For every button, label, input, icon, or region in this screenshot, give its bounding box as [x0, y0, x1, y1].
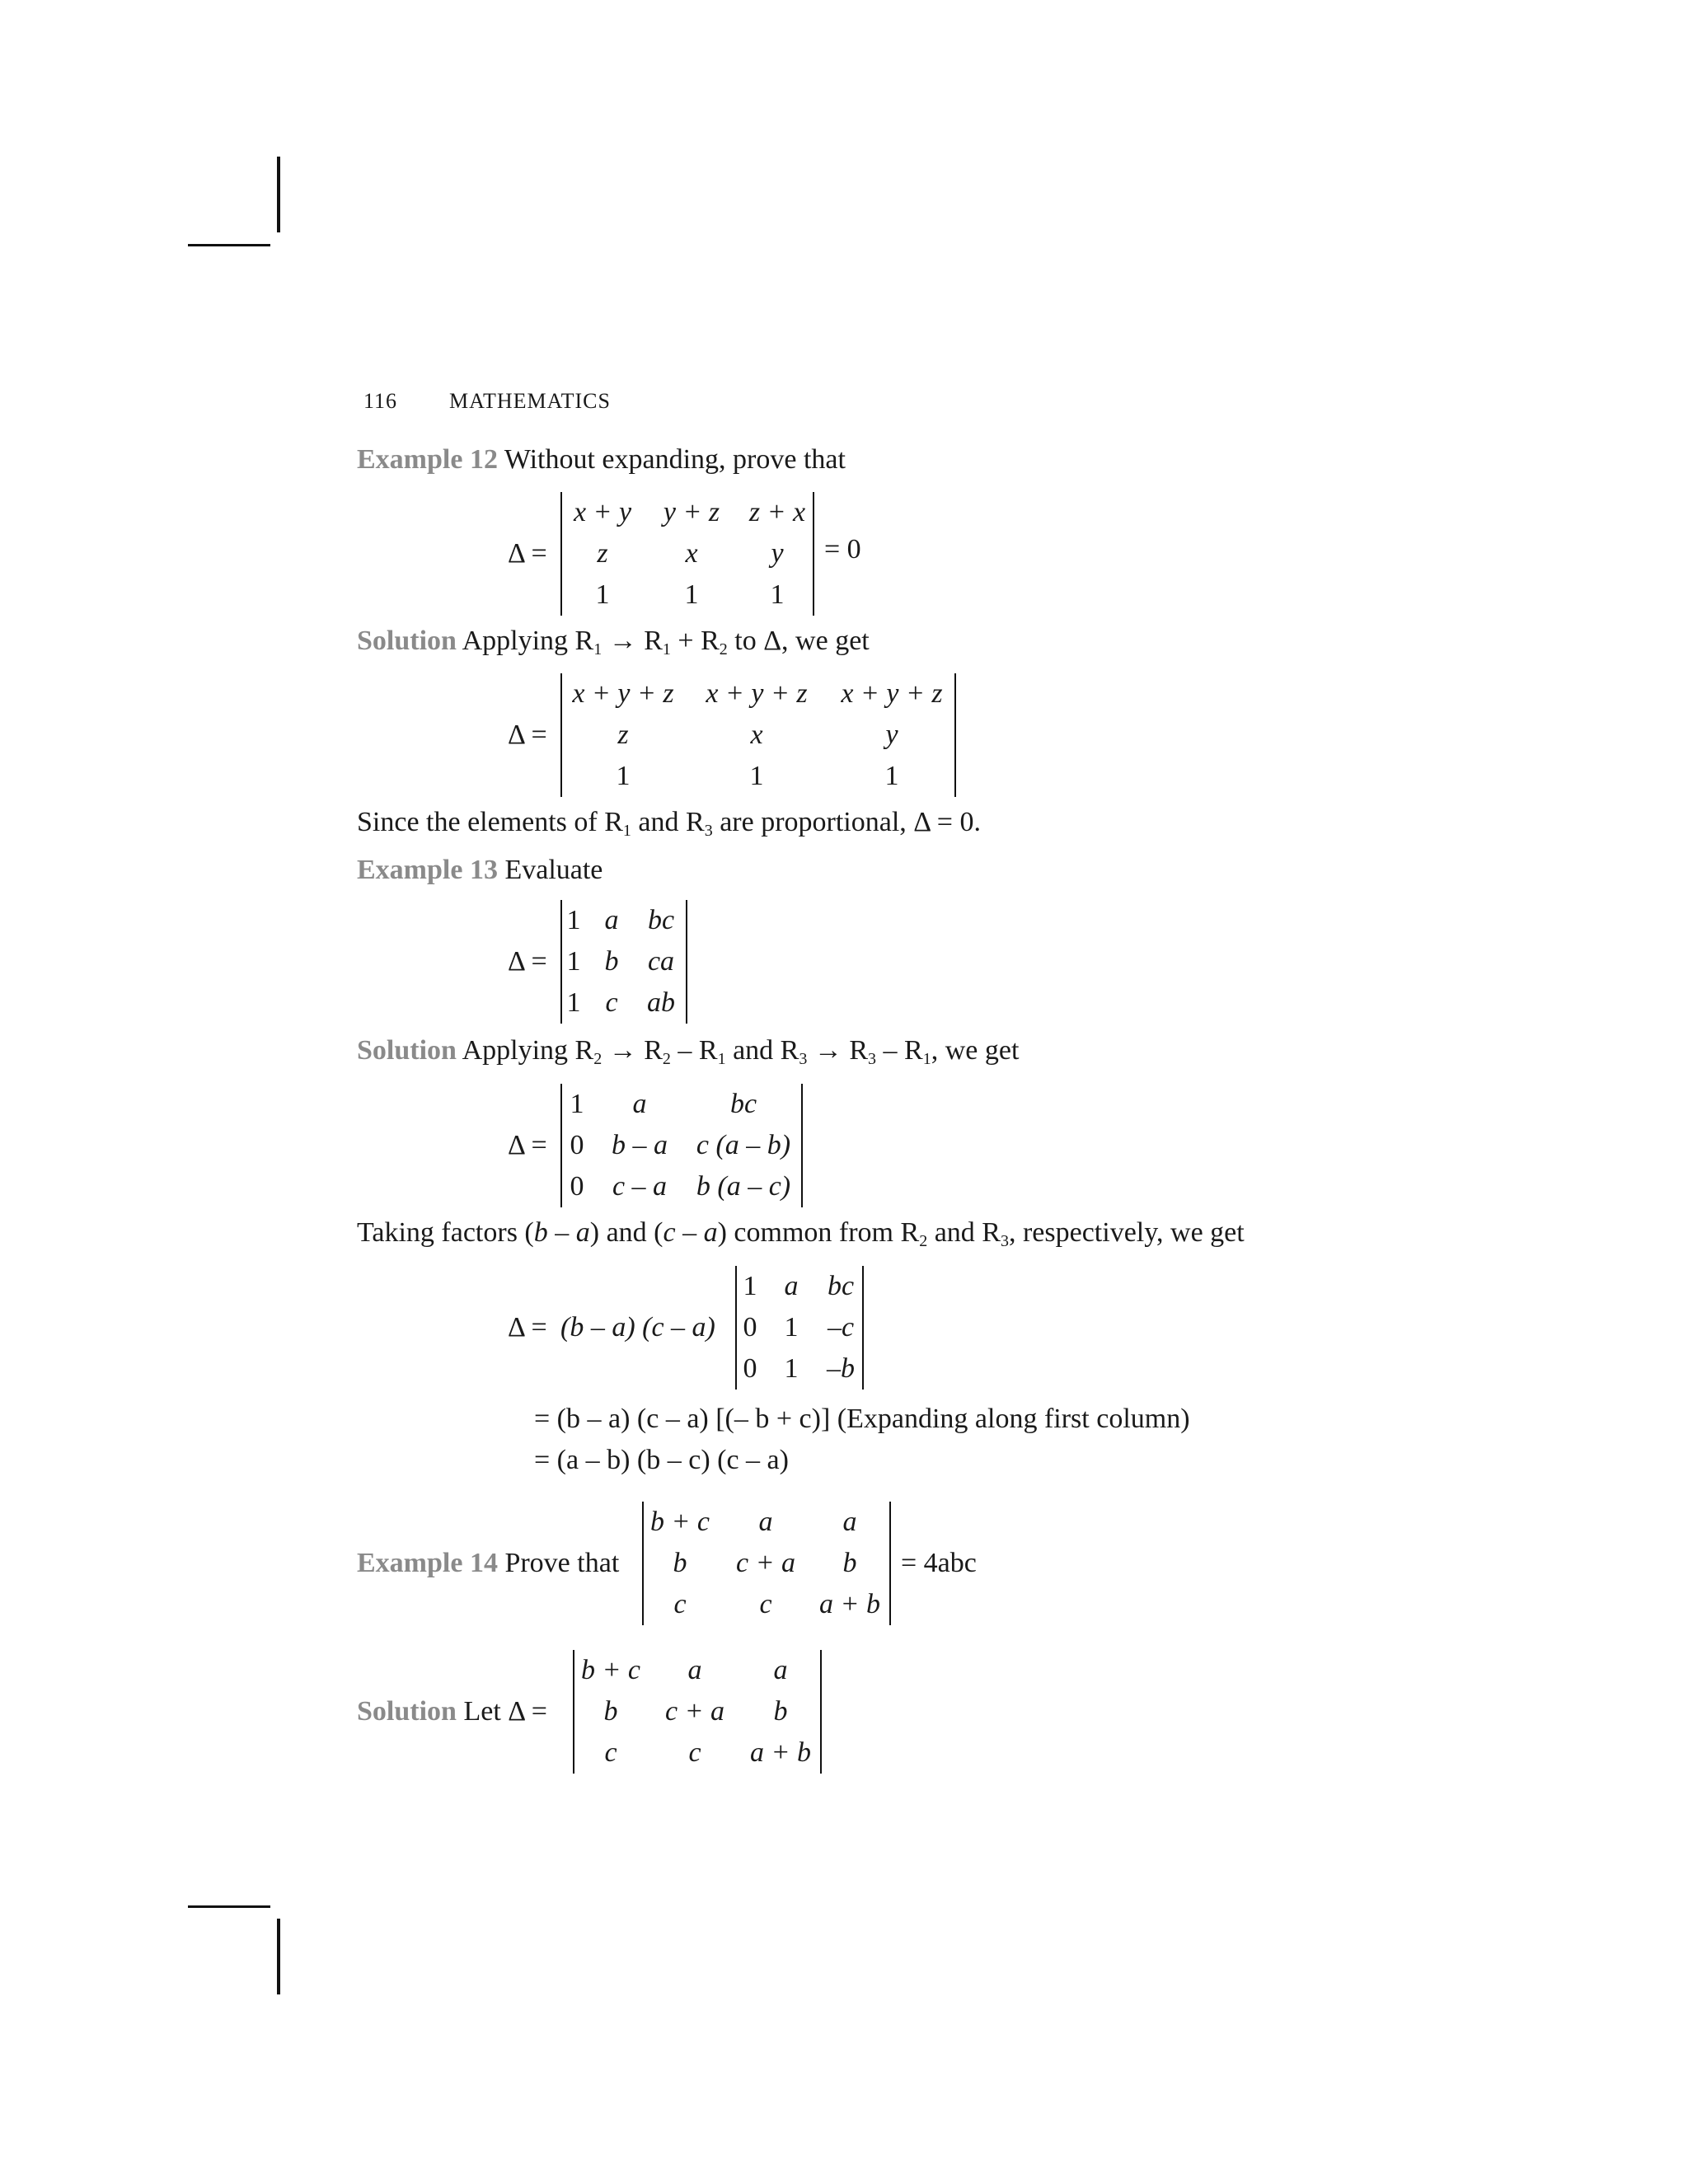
example-14-statement: Example 14 Prove that b + c a a b c + a b c c a + b = 4abc	[357, 1502, 1016, 1625]
det-right-bar	[954, 673, 956, 797]
solution-label: Solution	[357, 1035, 457, 1066]
det-left-bar	[735, 1266, 737, 1390]
solution-label: Solution	[357, 626, 457, 656]
solution-12-statement: Solution Applying $R_1 \to R_1 + R_2$ to Δ, we get	[357, 626, 870, 658]
factor-remark: Taking factors (b – a) and (c – a) common from $R_2$ and $R_3$, respectively, we get	[357, 1217, 1245, 1250]
det-right-bar	[686, 900, 687, 1024]
running-title: MATHEMATICS	[449, 389, 611, 413]
example-label: Example 12	[357, 444, 498, 475]
det-right-bar	[889, 1502, 891, 1625]
det-right-bar	[813, 492, 814, 616]
example-12-determinant: Δ = x + y y + z z + x z x y 1 1 1 = 0	[508, 492, 879, 616]
det-left-bar	[560, 900, 562, 1024]
crop-mark-bottom-vertical	[277, 1919, 280, 1994]
solution-13-statement: Solution Applying $R_2 \to R_2 - R_1$ and $R_3 \to R_3 - R_1$, we get	[357, 1035, 1020, 1068]
equals-4abc: = 4abc	[901, 1548, 977, 1578]
det-right-bar	[820, 1650, 822, 1774]
expansion-step-2: = (a – b) (b – c) (c – a)	[534, 1445, 789, 1475]
equals-zero: = 0	[824, 534, 861, 565]
expansion-step-1: = (b – a) (c – a) [(– b + c)] (Expanding along first column)	[534, 1404, 1190, 1434]
solution-13-factored-determinant: Δ = (b – a) (c – a) 1 a bc 0 1 –c 0 1 –b	[508, 1266, 870, 1390]
det-right-bar	[862, 1266, 864, 1390]
example-13-statement: Example 13 Evaluate	[357, 855, 603, 885]
solution-13-determinant: Δ = 1 a bc 0 b – a c (a – b) 0 c – a b (a – c)	[508, 1084, 813, 1207]
crop-mark-top-vertical	[277, 157, 280, 232]
delta-lhs: Δ =	[508, 538, 547, 569]
solution-label: Solution	[357, 1696, 457, 1727]
proportional-remark: Since the elements of $R_1$ and $R_3$ are proportional, Δ = 0.	[357, 807, 981, 840]
example-label: Example 14	[357, 1548, 498, 1578]
det-left-bar	[642, 1502, 644, 1625]
example-13-determinant: Δ = 1 a bc 1 b ca 1 c ab	[508, 900, 697, 1024]
crop-mark-bottom-horizontal	[188, 1905, 270, 1908]
det-right-bar	[801, 1084, 803, 1207]
page-number: 116	[363, 389, 398, 413]
det-left-bar	[573, 1650, 574, 1774]
solution-14-statement: Solution Let Δ = b + c a a b c + a b c c a + b	[357, 1650, 851, 1774]
example-12-statement: Example 12 Without expanding, prove that	[357, 444, 846, 475]
det-left-bar	[560, 1084, 562, 1207]
example-label: Example 13	[357, 855, 498, 885]
common-factor: (b – a) (c – a)	[560, 1312, 715, 1343]
det-left-bar	[560, 673, 562, 797]
det-left-bar	[560, 492, 562, 616]
crop-mark-top-horizontal	[188, 244, 270, 246]
solution-12-determinant: Δ = x + y + z x + y + z x + y + z z x y 1 1 1	[508, 673, 969, 797]
